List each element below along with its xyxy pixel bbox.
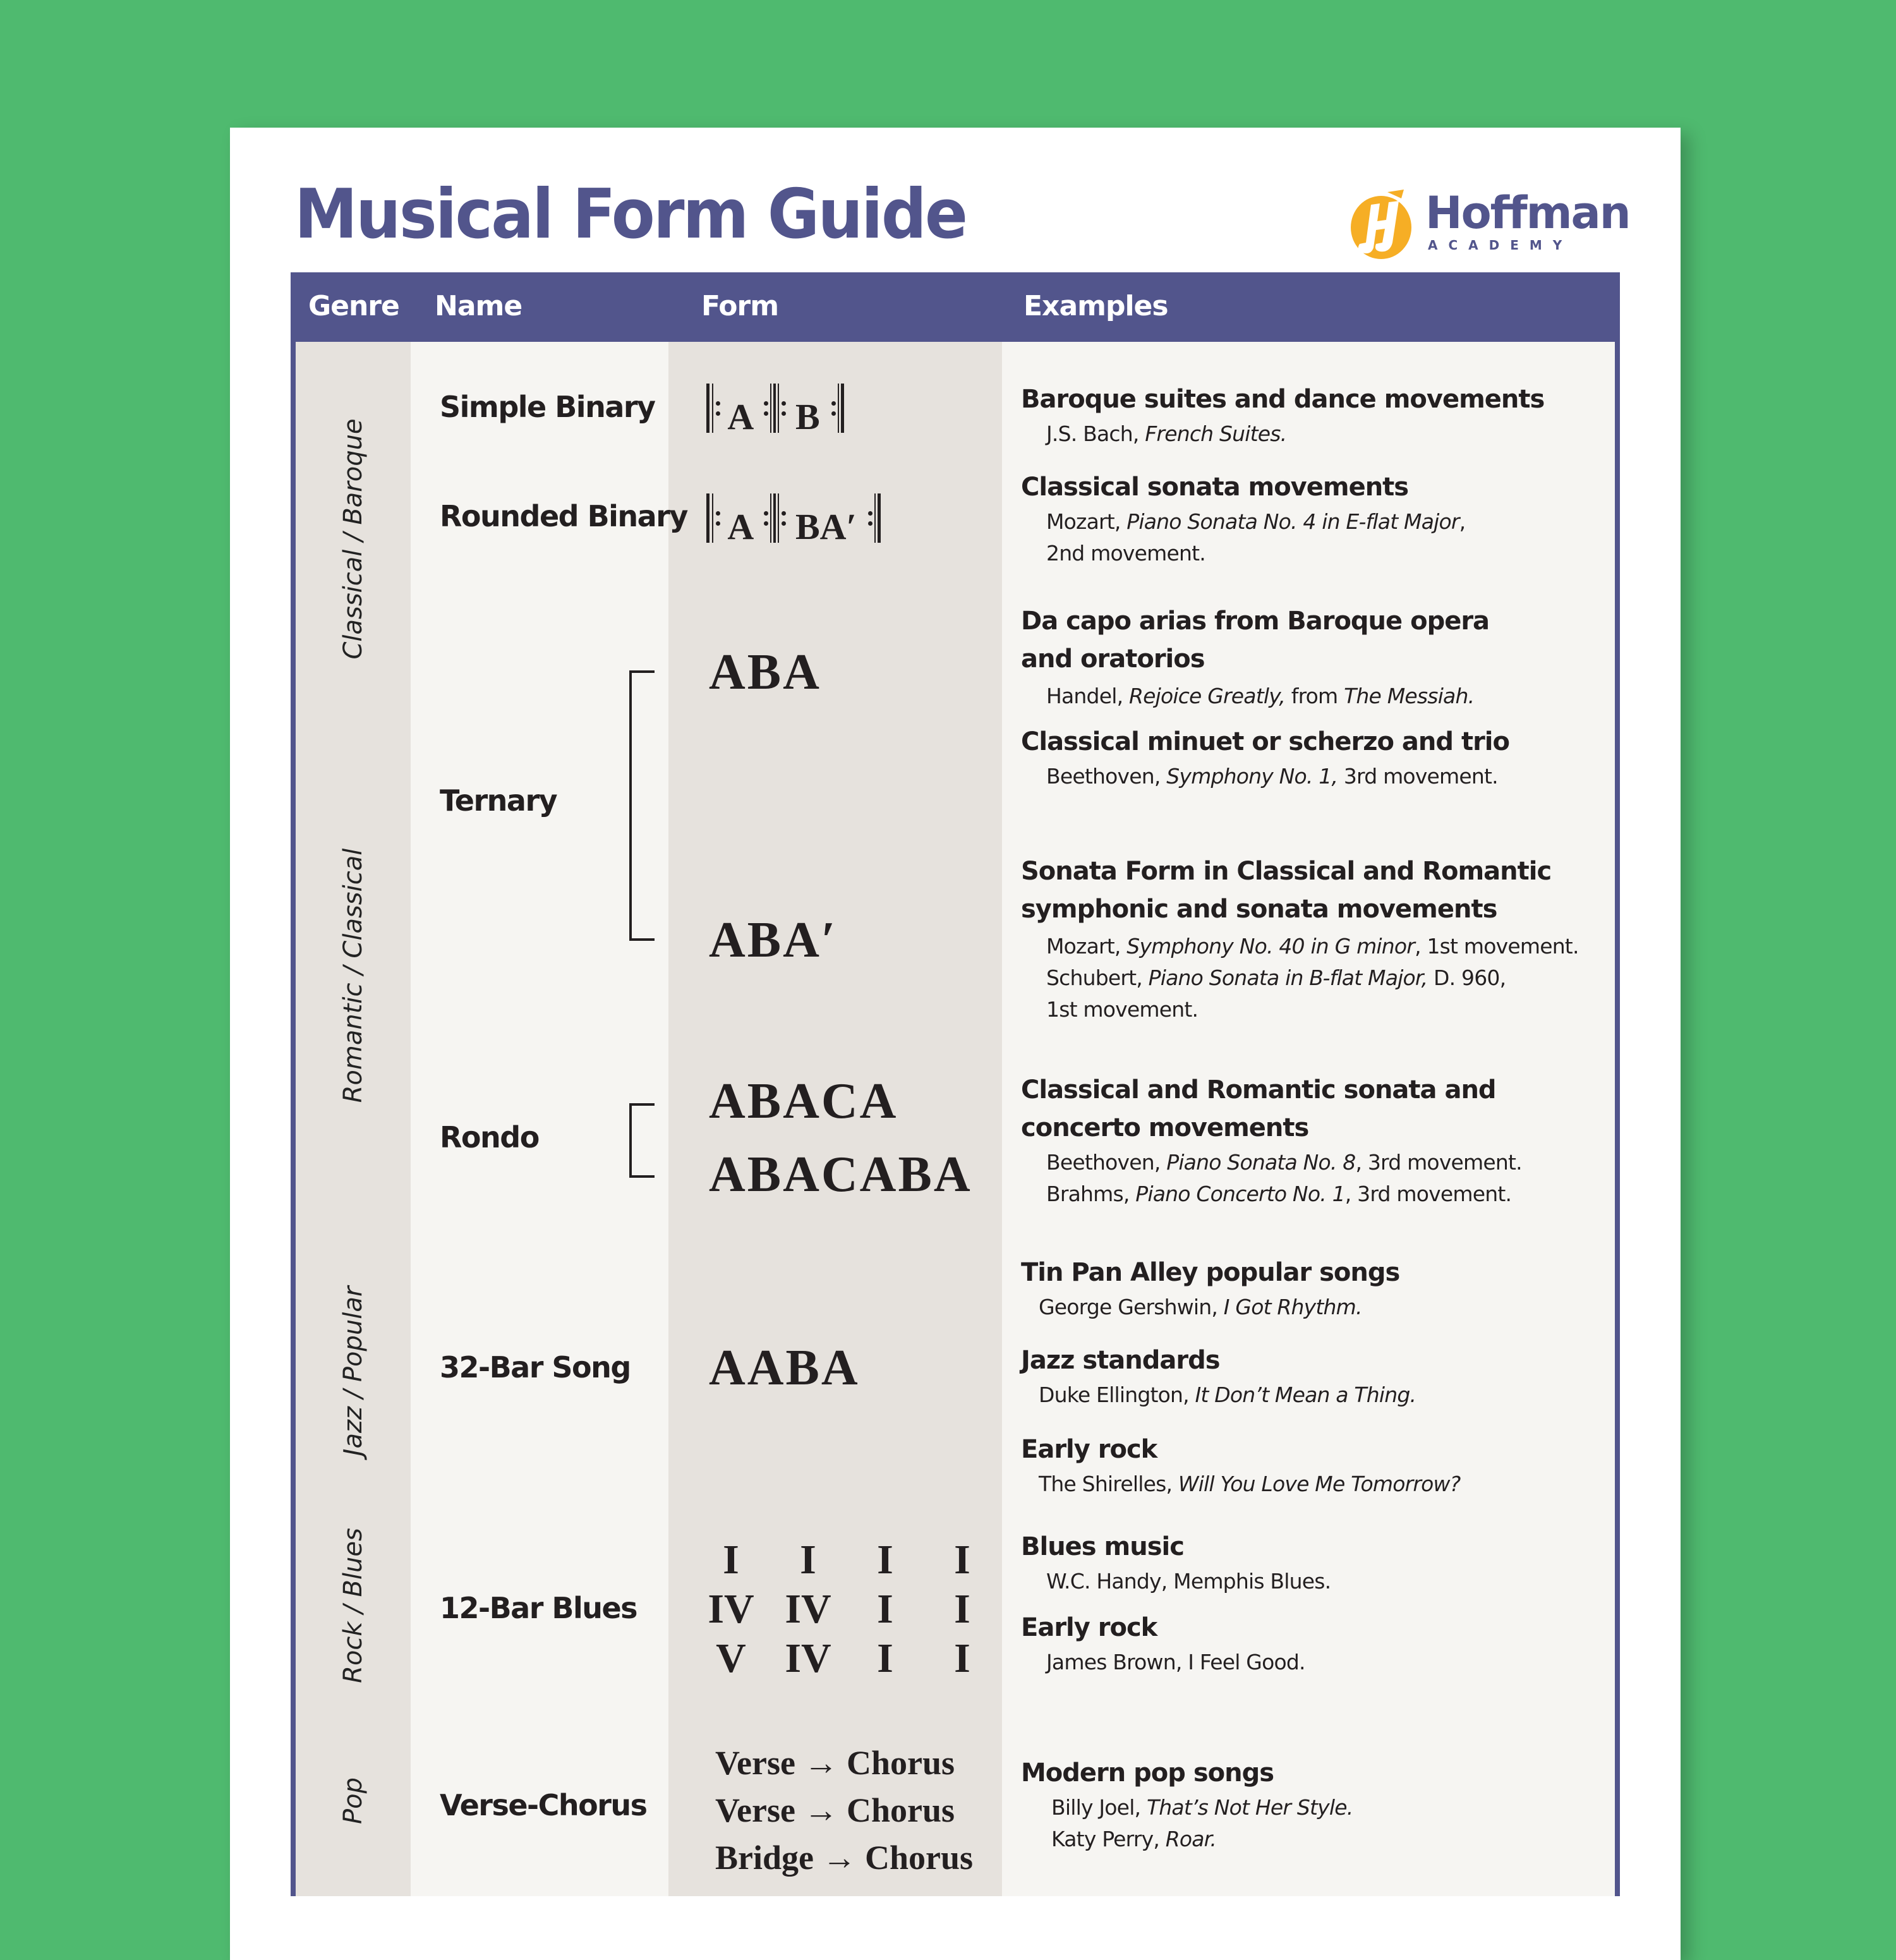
header-name: Name [435,290,522,322]
header-form: Form [701,290,779,322]
repeat-end-icon [829,384,844,433]
example-work: Billy Joel, That’s Not Her Style. [1051,1795,1353,1820]
form-section: BA′ [795,506,857,547]
form-guide-table [291,272,1620,1896]
chord: I [877,1537,893,1583]
example-work: Beethoven, Symphony No. 1, 3rd movement. [1046,764,1498,789]
example-title: Early rock [1021,1435,1157,1464]
example-group [1021,1528,1602,1597]
example-group [1021,1431,1602,1500]
form-section: B [795,396,820,437]
example-work: The Shirelles, Will You Love Me Tomorrow? [1039,1472,1461,1496]
example-group [1021,602,1602,712]
example-title: Tin Pan Alley popular songs [1021,1258,1400,1287]
logo-subtitle: ACADEMY [1428,238,1573,253]
example-title: Classical minuet or scherzo and trio [1021,727,1509,756]
header-genre: Genre [308,290,399,322]
example-title: Da capo arias from Baroque opera [1021,607,1490,636]
example-group [1021,1071,1602,1210]
example-work: Mozart, Piano Sonata No. 4 in E-flat Major, [1046,509,1466,534]
example-work: Mozart, Symphony No. 40 in G minor, 1st movement. [1046,934,1579,959]
genre-label: Rock / Blues [339,1528,368,1683]
example-title: Classical and Romantic sonata and [1021,1075,1496,1104]
example-title: Modern pop songs [1021,1758,1274,1788]
example-work: J.S. Bach, French Suites. [1046,421,1287,446]
example-group [1021,1254,1602,1323]
rondo-bracket [629,1103,655,1178]
example-work: 1st movement. [1046,997,1199,1022]
example-title: Classical sonata movements [1021,473,1409,502]
example-title: Early rock [1021,1613,1157,1642]
chord: I [800,1537,816,1583]
example-group [1021,852,1602,1025]
form-line: Verse → Chorus [715,1744,955,1782]
table-body [296,342,1615,1896]
example-group [1021,1341,1602,1411]
example-work: W.C. Handy, Memphis Blues. [1046,1569,1331,1594]
form-variant: ABA′ [709,912,838,968]
example-work: 2nd movement. [1046,541,1205,566]
blues-chord-grid [692,1537,1001,1681]
header-examples: Examples [1023,290,1168,322]
example-title: Sonata Form in Classical and Romantic [1021,857,1552,886]
example-work: Handel, Rejoice Greatly, from The Messiah. [1046,684,1475,708]
form-name: Ternary [440,783,557,818]
chord: IV [785,1635,831,1681]
form-name: Simple Binary [440,390,655,424]
genre-label: Pop [339,1777,368,1824]
repeat-form-rounded-binary [706,493,881,545]
example-title: Baroque suites and dance movements [1021,385,1545,414]
form-variant: ABACABA [709,1147,972,1202]
repeat-start-icon [706,384,720,433]
form-name: Rounded Binary [440,499,687,533]
page-title: Musical Form Guide [294,175,967,254]
form-line: Verse → Chorus [715,1791,955,1829]
logo-wordmark: Hoffman [1425,187,1630,239]
repeat-start-icon [706,493,720,543]
verse-chorus-form [715,1739,973,1882]
chord: I [954,1586,970,1632]
genre-label: Classical / Baroque [339,418,368,660]
example-work: Beethoven, Piano Sonata No. 8, 3rd movement. [1046,1150,1522,1175]
example-work: George Gershwin, I Got Rhythm. [1039,1295,1362,1319]
form-section: A [727,396,752,437]
example-title: concerto movements [1021,1113,1309,1142]
chord: IV [785,1586,831,1632]
example-work: Katy Perry, Roar. [1051,1827,1217,1851]
repeat-end-icon [866,493,881,543]
chord: I [877,1635,893,1681]
example-title: Jazz standards [1021,1346,1220,1375]
repeat-double-icon [761,384,787,433]
form-name: 32-Bar Song [440,1350,631,1384]
example-group [1021,380,1602,450]
example-work: James Brown, I Feel Good. [1046,1650,1305,1674]
example-work: Schubert, Piano Sonata in B-flat Major, D. 960, [1046,965,1506,990]
example-title: symphonic and sonata movements [1021,895,1497,924]
chord: V [716,1635,746,1681]
form-line: Bridge → Chorus [715,1839,974,1877]
example-group [1021,468,1602,569]
chord: I [954,1635,970,1681]
chord: IV [708,1586,754,1632]
chord: I [877,1586,893,1632]
repeat-double-icon [761,493,787,543]
hoffman-academy-logo [1348,187,1630,263]
example-work: Brahms, Piano Concerto No. 1, 3rd movement. [1046,1182,1512,1206]
example-group [1021,1754,1602,1855]
repeat-form-simple-binary [706,384,844,435]
form-name: Verse-Chorus [440,1788,647,1822]
genre-label: Jazz / Popular [339,1286,368,1456]
form-variant: ABACA [709,1074,898,1129]
chord: I [954,1537,970,1583]
form-variant: ABA [709,644,821,700]
example-work: Duke Ellington, It Don’t Mean a Thing. [1039,1382,1416,1407]
form-section: A [727,506,752,547]
example-group [1021,1609,1602,1678]
example-group [1021,723,1602,792]
table-header [291,272,1620,342]
chord: I [723,1537,739,1583]
form-value: AABA [709,1340,860,1396]
form-name: Rondo [440,1120,539,1154]
example-title: and oratorios [1021,644,1205,674]
genre-label: Romantic / Classical [339,848,368,1103]
example-title: Blues music [1021,1532,1184,1561]
music-note-h-badge-icon [1348,190,1414,260]
form-name: 12-Bar Blues [440,1591,637,1625]
ternary-bracket [629,670,655,941]
